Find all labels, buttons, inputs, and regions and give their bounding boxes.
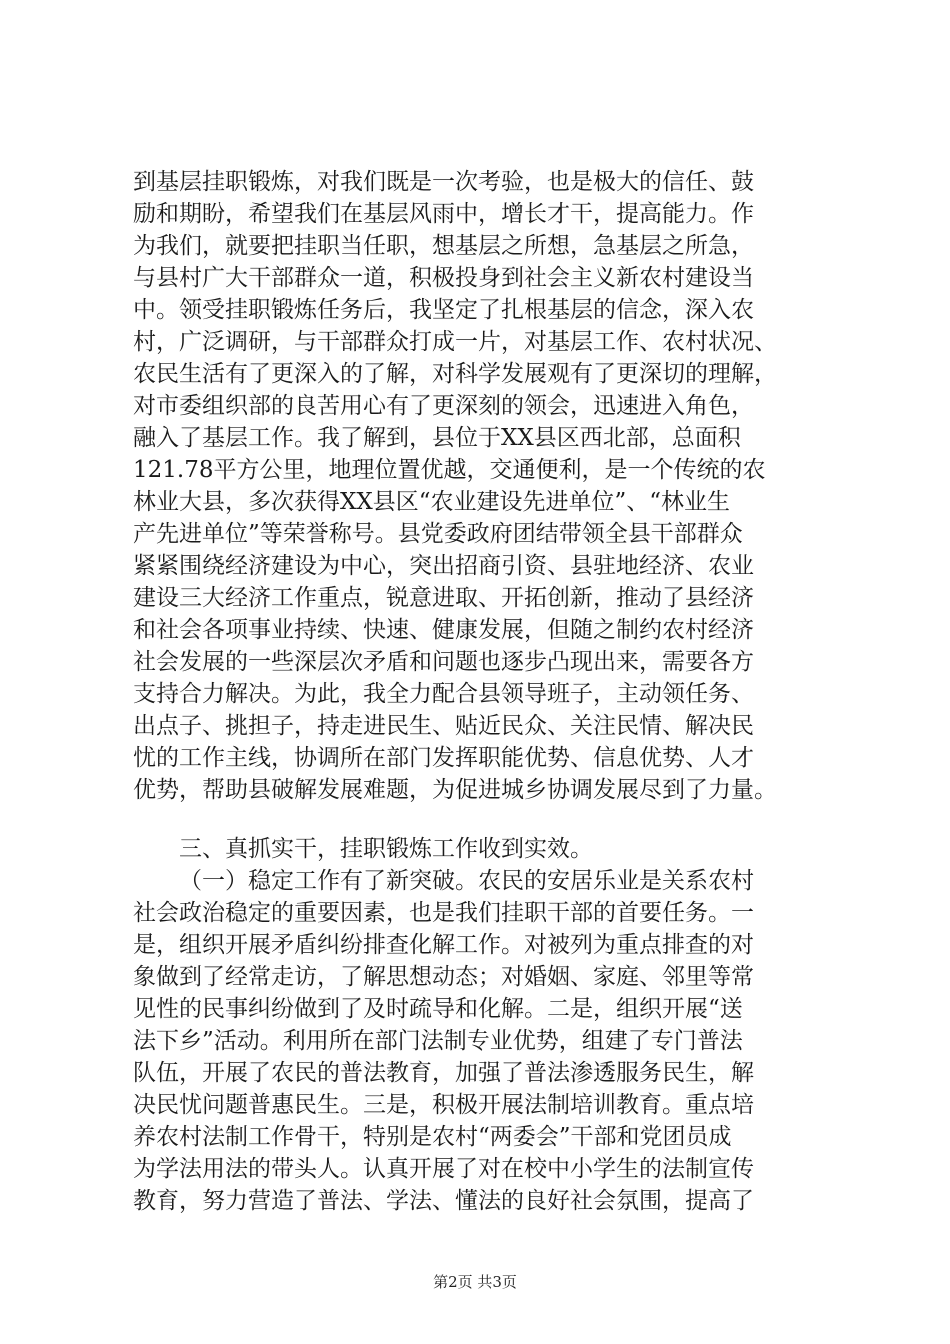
text-line: 产先进单位”等荣誉称号。县党委政府团结带领全县干部群众: [133, 521, 743, 547]
text-line: 农民生活有了更深入的了解，对科学发展观有了更深切的理解，: [133, 361, 777, 387]
text-line: 融入了基层工作。我了解到，县位于XX县区西北部，总面积: [133, 425, 741, 451]
text-line: 社会政治稳定的重要因素，也是我们挂职干部的首要任务。一: [133, 900, 754, 926]
text-line: 出点子、挑担子，持走进民生、贴近民众、关注民情、解决民: [133, 713, 754, 739]
text-line: 优势，帮助县破解发展难题，为促进城乡协调发展尽到了力量。: [133, 777, 777, 803]
text-line: 忧的工作主线，协调所在部门发挥职能优势、信息优势、人才: [133, 745, 754, 771]
text-line: 林业大县，多次获得XX县区“农业建设先进单位”、“林业生: [133, 489, 731, 515]
text-line: 社会发展的一些深层次矛盾和问题也逐步凸现出来，需要各方: [133, 649, 754, 675]
section-heading: 三、真抓实干，挂职锻炼工作收到实效。: [179, 836, 593, 862]
text-line: 为学法用法的带头人。认真开展了对在校中小学生的法制宣传: [133, 1156, 754, 1182]
text-line: 养农村法制工作骨干，特别是农村“两委会”干部和党团员成: [133, 1124, 732, 1150]
text-line: 象做到了经常走访，了解思想动态；对婚姻、家庭、邻里等常: [133, 964, 754, 990]
text-line: 见性的民事纠纷做到了及时疏导和化解。二是，组织开展“送: [133, 996, 743, 1022]
text-line: （一）稳定工作有了新突破。农民的安居乐业是关系农村: [179, 868, 754, 894]
text-line: 为我们，就要把挂职当任职，想基层之所想，急基层之所急，: [133, 233, 754, 259]
page-footer: 第2页 共3页: [433, 1273, 517, 1291]
text-line: 中。领受挂职锻炼任务后，我坚定了扎根基层的信念，深入农: [133, 297, 754, 323]
text-line: 建设三大经济工作重点，锐意进取、开拓创新，推动了县经济: [133, 585, 754, 611]
text-line: 队伍，开展了农民的普法教育，加强了普法渗透服务民生，解: [133, 1060, 754, 1086]
text-line: 到基层挂职锻炼，对我们既是一次考验，也是极大的信任、鼓: [133, 169, 754, 195]
text-line: 支持合力解决。为此，我全力配合县领导班子，主动领任务、: [133, 681, 754, 707]
text-line: 是，组织开展矛盾纠纷排查化解工作。对被列为重点排查的对: [133, 932, 754, 958]
text-line: 121.78平方公里，地理位置优越，交通便利，是一个传统的农: [133, 457, 766, 483]
text-line: 决民忧问题普惠民生。三是，积极开展法制培训教育。重点培: [133, 1092, 754, 1118]
text-line: 与县村广大干部群众一道，积极投身到社会主义新农村建设当: [133, 265, 754, 291]
text-line: 教育，努力营造了普法、学法、懂法的良好社会氛围，提高了: [133, 1188, 754, 1214]
text-line: 和社会各项事业持续、快速、健康发展，但随之制约农村经济: [133, 617, 754, 643]
text-line: 法下乡”活动。利用所在部门法制专业优势，组建了专门普法: [133, 1028, 743, 1054]
text-line: 村，广泛调研，与干部群众打成一片，对基层工作、农村状况、: [133, 329, 777, 355]
text-line: 紧紧围绕经济建设为中心，突出招商引资、县驻地经济、农业: [133, 553, 754, 579]
text-line: 励和期盼，希望我们在基层风雨中，增长才干，提高能力。作: [133, 201, 754, 227]
text-line: 对市委组织部的良苦用心有了更深刻的领会，迅速进入角色，: [133, 393, 754, 419]
